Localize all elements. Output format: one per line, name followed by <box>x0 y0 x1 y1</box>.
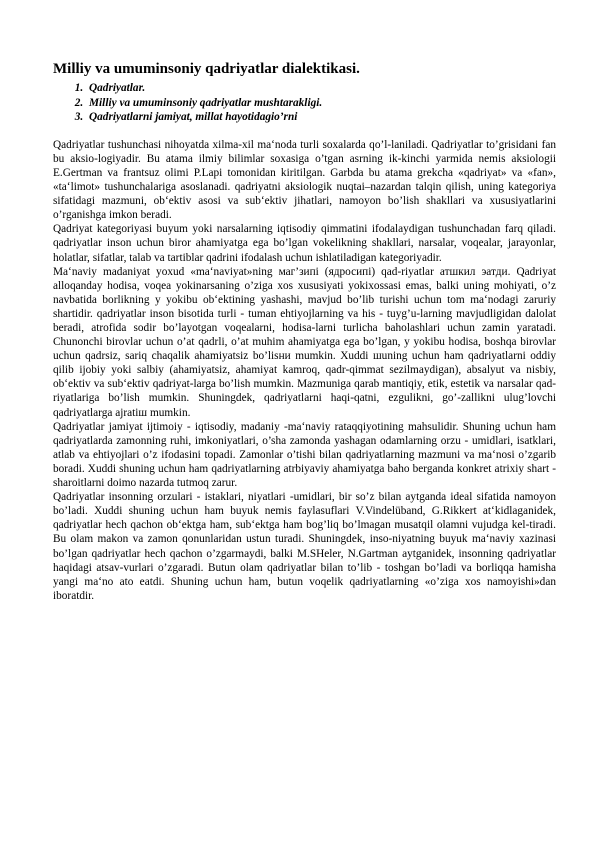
paragraph: Ma‘naviy madaniyat yoxud «ma‘naviyat»ning маг’зипі (ядросипі) qad-riyatlar атшкил эатди. Qadriyat alloqanday hodisa, voqea yokinarsaning o’ziga xos xususiyati yokixossasi emas, balki uning mohiyati, o’z navbatida borlikning у yokibu ob‘ektining yashashi, mavjud bo’lib turishi uchun tom ma‘nodagi zaruriy shartidir. qadriyatlar inson bisotida turli - tuman ehtiyojlarning va his - tuyg’u-larning mavjudligidan dalolat beradi, atrofida sodir bo’layotgan voqealarni, hodisa-larni turlicha baholashlari uchun zamin yaratadi. Chunonchi birovlar uchun o’at qadrli, o’at muhim ahamiyatga ega bo’lgan, у yokibu hodisa, boshqa birovlar uchun qadrsiz, sariq chaqalik ahamiyatsiz bo’lisни mumkin. Xuddi шuning uchun ham qadriyatlarni oddiy qilib ijobiy yoki salbiy (ahamiyatsiz, ahamiyat kamroq, qadr-qimmat sezilmaydigan), absalyut va nisbiy, ob‘ektiv va sub‘ektiv qadriyat-larga bo’lish mumkin. Mazmuniga qarab mantiqiy, etik, estetik va narsalar qad-riyatlariga bo’lish mumkin. Shuningdek, qadriyatlarni haqi-qatni, ezgulikni, go’-zallikni ulug’lovchi qadriyatlarga ajratiш mumkin. <box>53 265 556 419</box>
topic-outline <box>53 81 556 125</box>
paragraph: Qadriyatlar insonning orzulari - istaklari, niyatlari -umidlari, bir so’z bilan aytganda ideal sifatida namoyon bo’ladi. Xuddi shuning uchun ham buyuk nemis faylasuflari V.Vindelüband, G.Rikkert at‘kidlaganidek, qadriyatlar hech qachon ob‘ektga ham, sub‘ektga ham bog’liq bo’lmagan musatqil olamni vujudga kel-tiradi. Bu olam makon va zamon qonunlaridan ustun turadi. Shuningdek, inso-niyatning buyuk ma‘naviy xazinasi bo’lgan qadriyatlar hech qachon o’zgarmaydi, balki M.SHeler, N.Gartman aytganidek, insonning qadriyatlar haqidagi atsav-vurlari o’zgaradi. Butun olam qadriyatlar bilan to’lib - toshgan bo’ladi va borliqqa hamisha yangi ma‘no ato eatdi. Shuning uchun ham, butun voqelik qadriyatlarning «o’ziga xos namoyishi»dan iboratdir. <box>53 491 556 602</box>
outline-item: 2. Milliy va umuminsoniy qadriyatlar mushtarakligi. <box>86 96 556 111</box>
paragraph: Qadriyat kategoriyasi buyum yoki narsalarning iqtisodiy qimmatini ifodalaydigan tushunchadan farq qiladi. qadriyatlar inson uchun biror ahamiyatga ega bo’lgan vokelikning shakllari, narsalar, voqealar, jarayonlar, holatlar, sifatlar, talab va tartiblar qadrini ifodalash uchun ishlatiladigan kategoriyadir. <box>53 223 556 264</box>
body-text <box>53 138 556 603</box>
outline-item: 1. Qadriyatlar. <box>86 81 556 96</box>
paragraph: Qadriyatlar jamiyat ijtimoiy - iqtisodiy, madaniy -ma‘naviy rataqqiyotining mahsulidir. Shuning uchun ham qadriyatlarda zamonning ruhi, imkoniyatlari, o’sha zamonda yashagan odamlarning orzu - umidlari, isatklari, atlab va ehtiyojlari o’z ifodasini topadi. Zamonlar o’tishi bilan qadriyatlarning mazmuni va ma‘nosi o’zgarib boradi. Xuddi shuning uchun ham qadriyatlarning atrbiyaviy ahamiyatga baho berganda konkret atrixiy shart - sharoitlarni doimo nazarda tutmoq zarur. <box>53 420 556 490</box>
outline-item: 3. Qadriyatlarni jamiyat, millat hayotidagio’rni <box>86 110 556 125</box>
paragraph: Qadriyatlar tushunchasi nihoyatda xilma-xil ma‘noda turli soxalarda qo’l-laniladi. Qadriyatlar to’grisidani fan bu aksio-logiyadir. Bu atama ilmiy bilimlar soxasiga o’tgan asrning ik-kinchi yarmida nemis aksiologii E.Gertman va frantsuz olimi P.Lapi tomonidan kiritilgan. Garbda bu atama grekcha «qadriyat» va «fan», «ta‘limot» tushunchalariga asoslanadi. qadriyatni aksiologik nuqtai–nazardan talqin qilish, uning kategoriya sifatidagi mazmuni, ob‘ektiv asosi va sub‘ektiv jihatlari, namoyon bo’lish shakllari va xususiyatlarini o’rganishga imkon beradi. <box>53 138 556 222</box>
document-title: Milliy va umuminsoniy qadriyatlar dialektikasi. <box>53 61 360 77</box>
document-page <box>53 60 556 603</box>
